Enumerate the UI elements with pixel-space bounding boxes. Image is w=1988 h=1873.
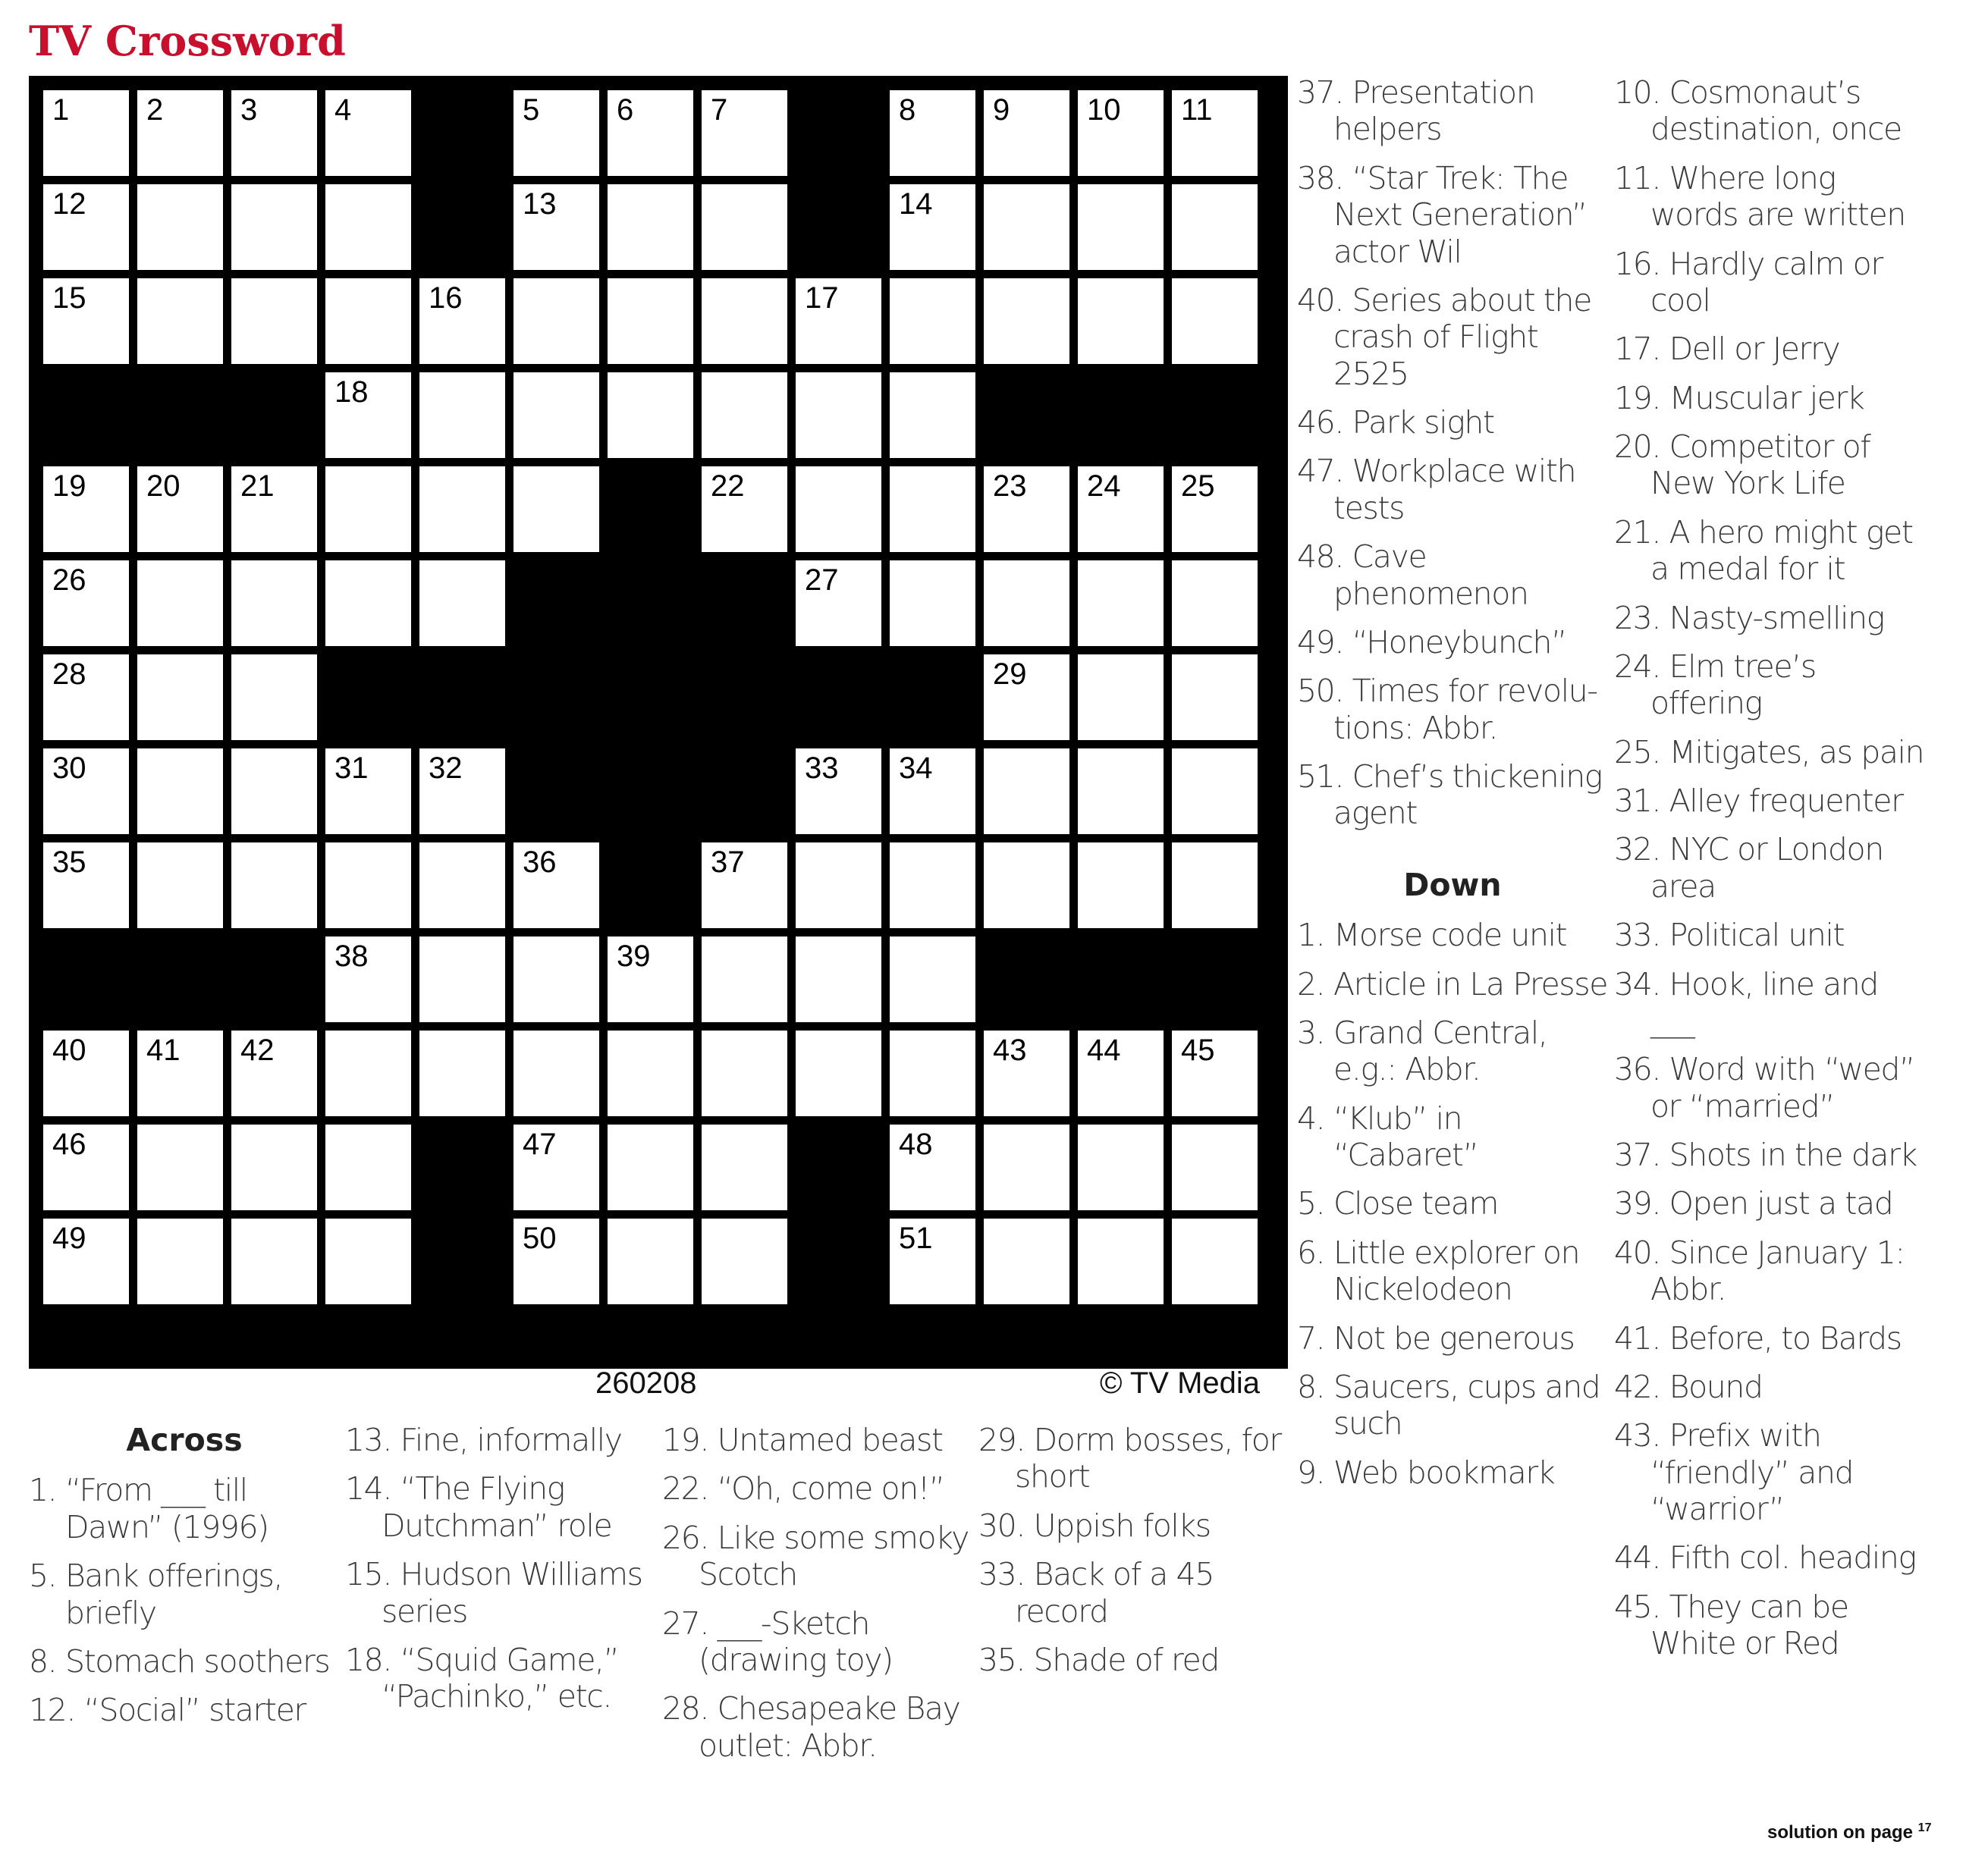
- clue-item: 14. “The Flying Dutchman” role: [345, 1470, 612, 1544]
- grid-cell[interactable]: [702, 1031, 787, 1116]
- grid-cell[interactable]: [43, 1219, 129, 1304]
- cell-number: 45: [1181, 1034, 1215, 1067]
- cell-number: 42: [240, 1034, 275, 1067]
- grid-cell[interactable]: [890, 1125, 975, 1210]
- grid-cell[interactable]: [1078, 654, 1164, 740]
- clue-item: 29. Dorm bosses, for short: [978, 1422, 1281, 1495]
- grid-cell[interactable]: [608, 1125, 693, 1210]
- clue-item: 28. Chesapeake Bay outlet: Abbr.: [662, 1690, 960, 1764]
- clue-item: 50. Times for revolu-tions: Abbr.: [1297, 673, 1597, 746]
- cell-number: 49: [52, 1222, 86, 1255]
- grid-cell[interactable]: [231, 278, 317, 364]
- grid-cell[interactable]: [325, 1219, 411, 1304]
- grid-cell[interactable]: [325, 90, 411, 176]
- grid-cell[interactable]: [608, 936, 693, 1022]
- clue-column-1: [29, 1422, 340, 1741]
- clue-item: 43. Prefix with “friendly” and “warrior”: [1614, 1417, 1854, 1527]
- clue-item: 26. Like some smoky Scotch: [662, 1519, 969, 1593]
- grid-cell[interactable]: [984, 748, 1069, 834]
- clue-item: 17. Dell or Jerry: [1614, 331, 1840, 368]
- clue-section-heading: Across: [126, 1422, 243, 1458]
- grid-cell[interactable]: [796, 748, 881, 834]
- grid-cell[interactable]: [325, 466, 411, 552]
- clue-item: 47. Workplace with tests: [1297, 453, 1576, 526]
- clue-item: 21. A hero might get a medal for it: [1614, 513, 1913, 588]
- grid-cell[interactable]: [137, 90, 223, 176]
- grid-cell[interactable]: [419, 372, 505, 458]
- cell-number: 38: [334, 940, 369, 973]
- clue-item: 36. Word with “wed” or “married”: [1614, 1051, 1914, 1125]
- grid-cell[interactable]: [890, 372, 975, 458]
- grid-cell[interactable]: [890, 466, 975, 552]
- grid-cell[interactable]: [796, 842, 881, 928]
- clue-item: 8. Stomach soothers: [29, 1642, 330, 1680]
- grid-cell[interactable]: [137, 466, 223, 552]
- cell-number: 44: [1087, 1034, 1121, 1067]
- grid-cell[interactable]: [325, 184, 411, 270]
- grid-cell[interactable]: [325, 372, 411, 458]
- clue-item: 48. Cave phenomenon: [1297, 538, 1528, 612]
- grid-cell[interactable]: [702, 466, 787, 552]
- grid-cell[interactable]: [702, 278, 787, 364]
- clue-item: 41. Before, to Bards: [1614, 1319, 1902, 1357]
- cell-number: 6: [617, 93, 634, 127]
- clue-item: 4. “Klub” in “Cabaret”: [1297, 1100, 1478, 1173]
- grid-cell[interactable]: [419, 842, 505, 928]
- clue-item: 45. They can be White or Red: [1614, 1588, 1848, 1662]
- grid-cell[interactable]: [702, 842, 787, 928]
- grid-cell[interactable]: [513, 1219, 599, 1304]
- cell-number: 22: [711, 469, 745, 503]
- clue-item: 40. Since January 1: Abbr.: [1614, 1234, 1905, 1308]
- cell-number: 47: [523, 1128, 557, 1161]
- clue-item: 12. “Social” starter: [29, 1692, 306, 1729]
- cell-number: 39: [617, 940, 651, 973]
- clue-item: 34. Hook, line and ___: [1614, 965, 1879, 1039]
- clue-item: 40. Series about the crash of Flight 2525: [1297, 281, 1591, 392]
- clue-item: 32. NYC or London area: [1614, 831, 1883, 905]
- grid-cell[interactable]: [1078, 90, 1164, 176]
- cell-number: 33: [805, 751, 839, 785]
- grid-cell[interactable]: [513, 466, 599, 552]
- grid-cell[interactable]: [43, 560, 129, 646]
- cell-number: 13: [523, 187, 557, 221]
- grid-cell[interactable]: [231, 1125, 317, 1210]
- grid-cell[interactable]: [231, 748, 317, 834]
- grid-cell[interactable]: [608, 372, 693, 458]
- cell-number: 21: [240, 469, 275, 503]
- grid-cell[interactable]: [1078, 278, 1164, 364]
- grid-cell[interactable]: [1078, 1219, 1164, 1304]
- cell-number: 18: [334, 375, 369, 409]
- grid-cell[interactable]: [796, 560, 881, 646]
- grid-cell[interactable]: [137, 1125, 223, 1210]
- grid-cell[interactable]: [231, 1219, 317, 1304]
- grid-cell[interactable]: [513, 1125, 599, 1210]
- grid-cell[interactable]: [419, 936, 505, 1022]
- grid-cell[interactable]: [890, 842, 975, 928]
- puzzle-title: TV Crossword: [29, 17, 346, 65]
- clue-item: 5. Bank offerings, briefly: [29, 1558, 283, 1631]
- clue-item: 22. “Oh, come on!”: [662, 1470, 944, 1507]
- clue-item: 16. Hardly calm or cool: [1614, 245, 1883, 318]
- cell-number: 19: [52, 469, 86, 503]
- grid-cell[interactable]: [890, 936, 975, 1022]
- crossword-grid: [29, 76, 1288, 1369]
- grid-cell[interactable]: [796, 278, 881, 364]
- grid-cell[interactable]: [984, 1031, 1069, 1116]
- grid-cell[interactable]: [43, 90, 129, 176]
- grid-cell[interactable]: [137, 560, 223, 646]
- grid-cell[interactable]: [137, 184, 223, 270]
- clue-item: 10. Cosmonaut’s destination, once: [1614, 74, 1902, 148]
- clue-column-4: [978, 1422, 1282, 1690]
- clue-item: 44. Fifth col. heading: [1614, 1539, 1916, 1577]
- grid-cell[interactable]: [1172, 466, 1258, 552]
- cell-number: 8: [899, 93, 916, 127]
- clue-item: 30. Uppish folks: [978, 1507, 1211, 1544]
- clue-item: 1. Morse code unit: [1297, 917, 1567, 954]
- cell-number: 37: [711, 846, 745, 879]
- grid-cell[interactable]: [890, 560, 975, 646]
- grid-cell[interactable]: [231, 90, 317, 176]
- cell-number: 29: [993, 657, 1027, 691]
- cell-number: 3: [240, 93, 258, 127]
- grid-cell[interactable]: [1172, 184, 1258, 270]
- grid-cell[interactable]: [325, 842, 411, 928]
- clue-column-2: [345, 1422, 656, 1727]
- grid-cell[interactable]: [513, 90, 599, 176]
- cell-number: 7: [711, 93, 728, 127]
- clue-item: 6. Little explorer on Nickelodeon: [1297, 1234, 1580, 1308]
- clue-item: 27. ___-Sketch (drawing toy): [662, 1605, 893, 1678]
- clue-item: 15. Hudson Williams series: [345, 1556, 642, 1630]
- clue-item: 19. Muscular jerk: [1614, 379, 1864, 416]
- clue-item: 49. “Honeybunch”: [1297, 623, 1566, 660]
- cell-number: 51: [899, 1222, 933, 1255]
- cell-number: 10: [1087, 93, 1121, 127]
- grid-cell[interactable]: [608, 90, 693, 176]
- grid-cell[interactable]: [702, 90, 787, 176]
- clue-item: 9. Web bookmark: [1297, 1454, 1555, 1491]
- grid-cell[interactable]: [984, 466, 1069, 552]
- grid-cell[interactable]: [984, 654, 1069, 740]
- grid-cell[interactable]: [984, 842, 1069, 928]
- cell-number: 40: [52, 1034, 86, 1067]
- clue-section-heading: Down: [1403, 866, 1502, 903]
- puzzle-id: 260208: [595, 1366, 697, 1400]
- cell-number: 31: [334, 751, 369, 785]
- grid-cell[interactable]: [608, 1031, 693, 1116]
- grid-cell[interactable]: [1078, 184, 1164, 270]
- grid-cell[interactable]: [1078, 560, 1164, 646]
- grid-cell[interactable]: [513, 1031, 599, 1116]
- cell-number: 23: [993, 469, 1027, 503]
- cell-number: 48: [899, 1128, 933, 1161]
- solution-page-number: 17: [1917, 1821, 1932, 1834]
- grid-cell[interactable]: [325, 1031, 411, 1116]
- grid-cell[interactable]: [890, 1031, 975, 1116]
- clue-item: 25. Mitigates, as pain: [1614, 733, 1924, 770]
- solution-text: solution on page: [1767, 1822, 1913, 1843]
- cell-number: 17: [805, 281, 839, 315]
- grid-cell[interactable]: [984, 1125, 1069, 1210]
- clue-item: 3. Grand Central, e.g.: Abbr.: [1297, 1014, 1547, 1088]
- grid-cell[interactable]: [419, 748, 505, 834]
- grid-cell[interactable]: [890, 278, 975, 364]
- grid-cell[interactable]: [1172, 748, 1258, 834]
- grid-cell[interactable]: [890, 184, 975, 270]
- cell-number: 50: [523, 1222, 557, 1255]
- grid-cell[interactable]: [231, 466, 317, 552]
- grid-cell[interactable]: [137, 278, 223, 364]
- cell-number: 27: [805, 563, 839, 597]
- grid-cell[interactable]: [1172, 654, 1258, 740]
- grid-cell[interactable]: [325, 1125, 411, 1210]
- clue-item: 33. Political unit: [1614, 917, 1845, 954]
- clue-item: 51. Chef’s thickening agent: [1297, 758, 1603, 832]
- clue-item: 2. Article in La Presse: [1297, 965, 1608, 1002]
- grid-cell[interactable]: [796, 466, 881, 552]
- grid-cell[interactable]: [984, 560, 1069, 646]
- cell-number: 5: [523, 93, 540, 127]
- cell-number: 2: [146, 93, 164, 127]
- grid-cell[interactable]: [43, 748, 129, 834]
- cell-number: 11: [1181, 93, 1213, 127]
- grid-cell[interactable]: [608, 1219, 693, 1304]
- grid-cell[interactable]: [231, 1031, 317, 1116]
- cell-number: 28: [52, 657, 86, 691]
- clue-item: 42. Bound: [1614, 1368, 1763, 1405]
- cell-number: 14: [899, 187, 933, 221]
- grid-cell[interactable]: [325, 278, 411, 364]
- grid-cell[interactable]: [325, 560, 411, 646]
- clue-item: 33. Back of a 45 record: [978, 1556, 1214, 1630]
- clue-item: 5. Close team: [1297, 1185, 1499, 1222]
- clue-item: 24. Elm tree’s offering: [1614, 648, 1816, 722]
- grid-cell[interactable]: [1172, 278, 1258, 364]
- clue-item: 8. Saucers, cups and such: [1297, 1368, 1600, 1442]
- cell-number: 9: [993, 93, 1010, 127]
- grid-cell[interactable]: [1172, 560, 1258, 646]
- cell-number: 30: [52, 751, 86, 785]
- cell-number: 16: [429, 281, 463, 315]
- grid-cell[interactable]: [513, 842, 599, 928]
- grid-cell[interactable]: [43, 184, 129, 270]
- clue-item: 1. “From ___ till Dawn” (1996): [29, 1472, 269, 1545]
- clue-item: 20. Competitor of New York Life: [1614, 428, 1870, 502]
- grid-cell[interactable]: [43, 278, 129, 364]
- grid-cell[interactable]: [890, 748, 975, 834]
- clue-item: 31. Alley frequenter: [1614, 783, 1903, 819]
- grid-cell[interactable]: [231, 560, 317, 646]
- grid-cell[interactable]: [43, 1031, 129, 1116]
- clue-item: 13. Fine, informally: [345, 1422, 622, 1458]
- grid-cell[interactable]: [984, 1219, 1069, 1304]
- grid-cell[interactable]: [702, 372, 787, 458]
- grid-cell[interactable]: [702, 1125, 787, 1210]
- cell-number: 24: [1087, 469, 1121, 503]
- grid-cell[interactable]: [796, 1031, 881, 1116]
- solution-note: [1767, 1821, 1931, 1843]
- grid-cell[interactable]: [702, 1219, 787, 1304]
- cell-number: 35: [52, 846, 86, 879]
- grid-cell[interactable]: [890, 1219, 975, 1304]
- grid-cell[interactable]: [890, 90, 975, 176]
- grid-cell[interactable]: [325, 936, 411, 1022]
- clue-item: 35. Shade of red: [978, 1641, 1220, 1678]
- grid-cell[interactable]: [137, 1031, 223, 1116]
- clue-column-3: [662, 1422, 973, 1776]
- cell-number: 34: [899, 751, 933, 785]
- cell-number: 4: [334, 93, 352, 127]
- grid-cell[interactable]: [43, 466, 129, 552]
- grid-cell[interactable]: [43, 1125, 129, 1210]
- cell-number: 1: [52, 93, 70, 127]
- clue-item: 37. Shots in the dark: [1614, 1137, 1917, 1173]
- grid-cell[interactable]: [608, 184, 693, 270]
- grid-cell[interactable]: [1172, 90, 1258, 176]
- grid-cell[interactable]: [419, 278, 505, 364]
- cell-number: 36: [523, 846, 557, 879]
- clue-item: 46. Park sight: [1297, 404, 1494, 441]
- grid-cell[interactable]: [984, 278, 1069, 364]
- grid-cell[interactable]: [1078, 466, 1164, 552]
- clue-item: 19. Untamed beast: [662, 1422, 943, 1458]
- clue-item: 38. “Star Trek: The Next Generation” actor Wil: [1297, 159, 1587, 270]
- clue-item: 39. Open just a tad: [1614, 1185, 1893, 1222]
- grid-cell[interactable]: [137, 748, 223, 834]
- cell-number: 20: [146, 469, 181, 503]
- cell-number: 41: [146, 1034, 181, 1067]
- grid-cell[interactable]: [984, 184, 1069, 270]
- grid-cell[interactable]: [137, 842, 223, 928]
- grid-cell[interactable]: [1172, 1125, 1258, 1210]
- clue-item: 11. Where long words are written: [1614, 159, 1905, 234]
- grid-cell[interactable]: [796, 372, 881, 458]
- grid-cell[interactable]: [702, 184, 787, 270]
- grid-cell[interactable]: [231, 654, 317, 740]
- cell-number: 46: [52, 1128, 86, 1161]
- grid-cell[interactable]: [1172, 842, 1258, 928]
- grid-cell[interactable]: [513, 278, 599, 364]
- grid-cell[interactable]: [984, 90, 1069, 176]
- cell-number: 32: [429, 751, 463, 785]
- grid-cell[interactable]: [513, 372, 599, 458]
- cell-number: 15: [52, 281, 86, 315]
- grid-cell[interactable]: [1172, 1031, 1258, 1116]
- grid-cell[interactable]: [419, 560, 505, 646]
- grid-cell[interactable]: [1172, 1219, 1258, 1304]
- grid-cell[interactable]: [43, 842, 129, 928]
- cell-number: 26: [52, 563, 86, 597]
- grid-cell[interactable]: [325, 748, 411, 834]
- grid-cell[interactable]: [1078, 1125, 1164, 1210]
- cell-number: 43: [993, 1034, 1027, 1067]
- grid-cell[interactable]: [231, 184, 317, 270]
- grid-cell[interactable]: [137, 1219, 223, 1304]
- clue-item: 37. Presentation helpers: [1297, 74, 1535, 148]
- grid-cell[interactable]: [1078, 842, 1164, 928]
- grid-cell[interactable]: [419, 1031, 505, 1116]
- grid-cell[interactable]: [231, 842, 317, 928]
- cell-number: 12: [52, 187, 86, 221]
- clue-item: 18. “Squid Game,” “Pachinko,” etc.: [345, 1641, 619, 1715]
- grid-cell[interactable]: [1078, 748, 1164, 834]
- grid-cell[interactable]: [1078, 1031, 1164, 1116]
- grid-cell[interactable]: [43, 654, 129, 740]
- cell-number: 25: [1181, 469, 1215, 503]
- grid-cell[interactable]: [513, 936, 599, 1022]
- clue-item: 7. Not be generous: [1297, 1319, 1575, 1357]
- grid-cell[interactable]: [513, 184, 599, 270]
- clue-column-6: [1614, 74, 1925, 1674]
- grid-cell[interactable]: [137, 654, 223, 740]
- copyright-text: © TV Media: [1100, 1366, 1261, 1400]
- clue-column-5: [1297, 74, 1608, 1503]
- grid-cell[interactable]: [608, 278, 693, 364]
- grid-cell[interactable]: [702, 936, 787, 1022]
- grid-cell[interactable]: [796, 936, 881, 1022]
- grid-cell[interactable]: [419, 466, 505, 552]
- clue-item: 23. Nasty-smelling: [1614, 599, 1884, 636]
